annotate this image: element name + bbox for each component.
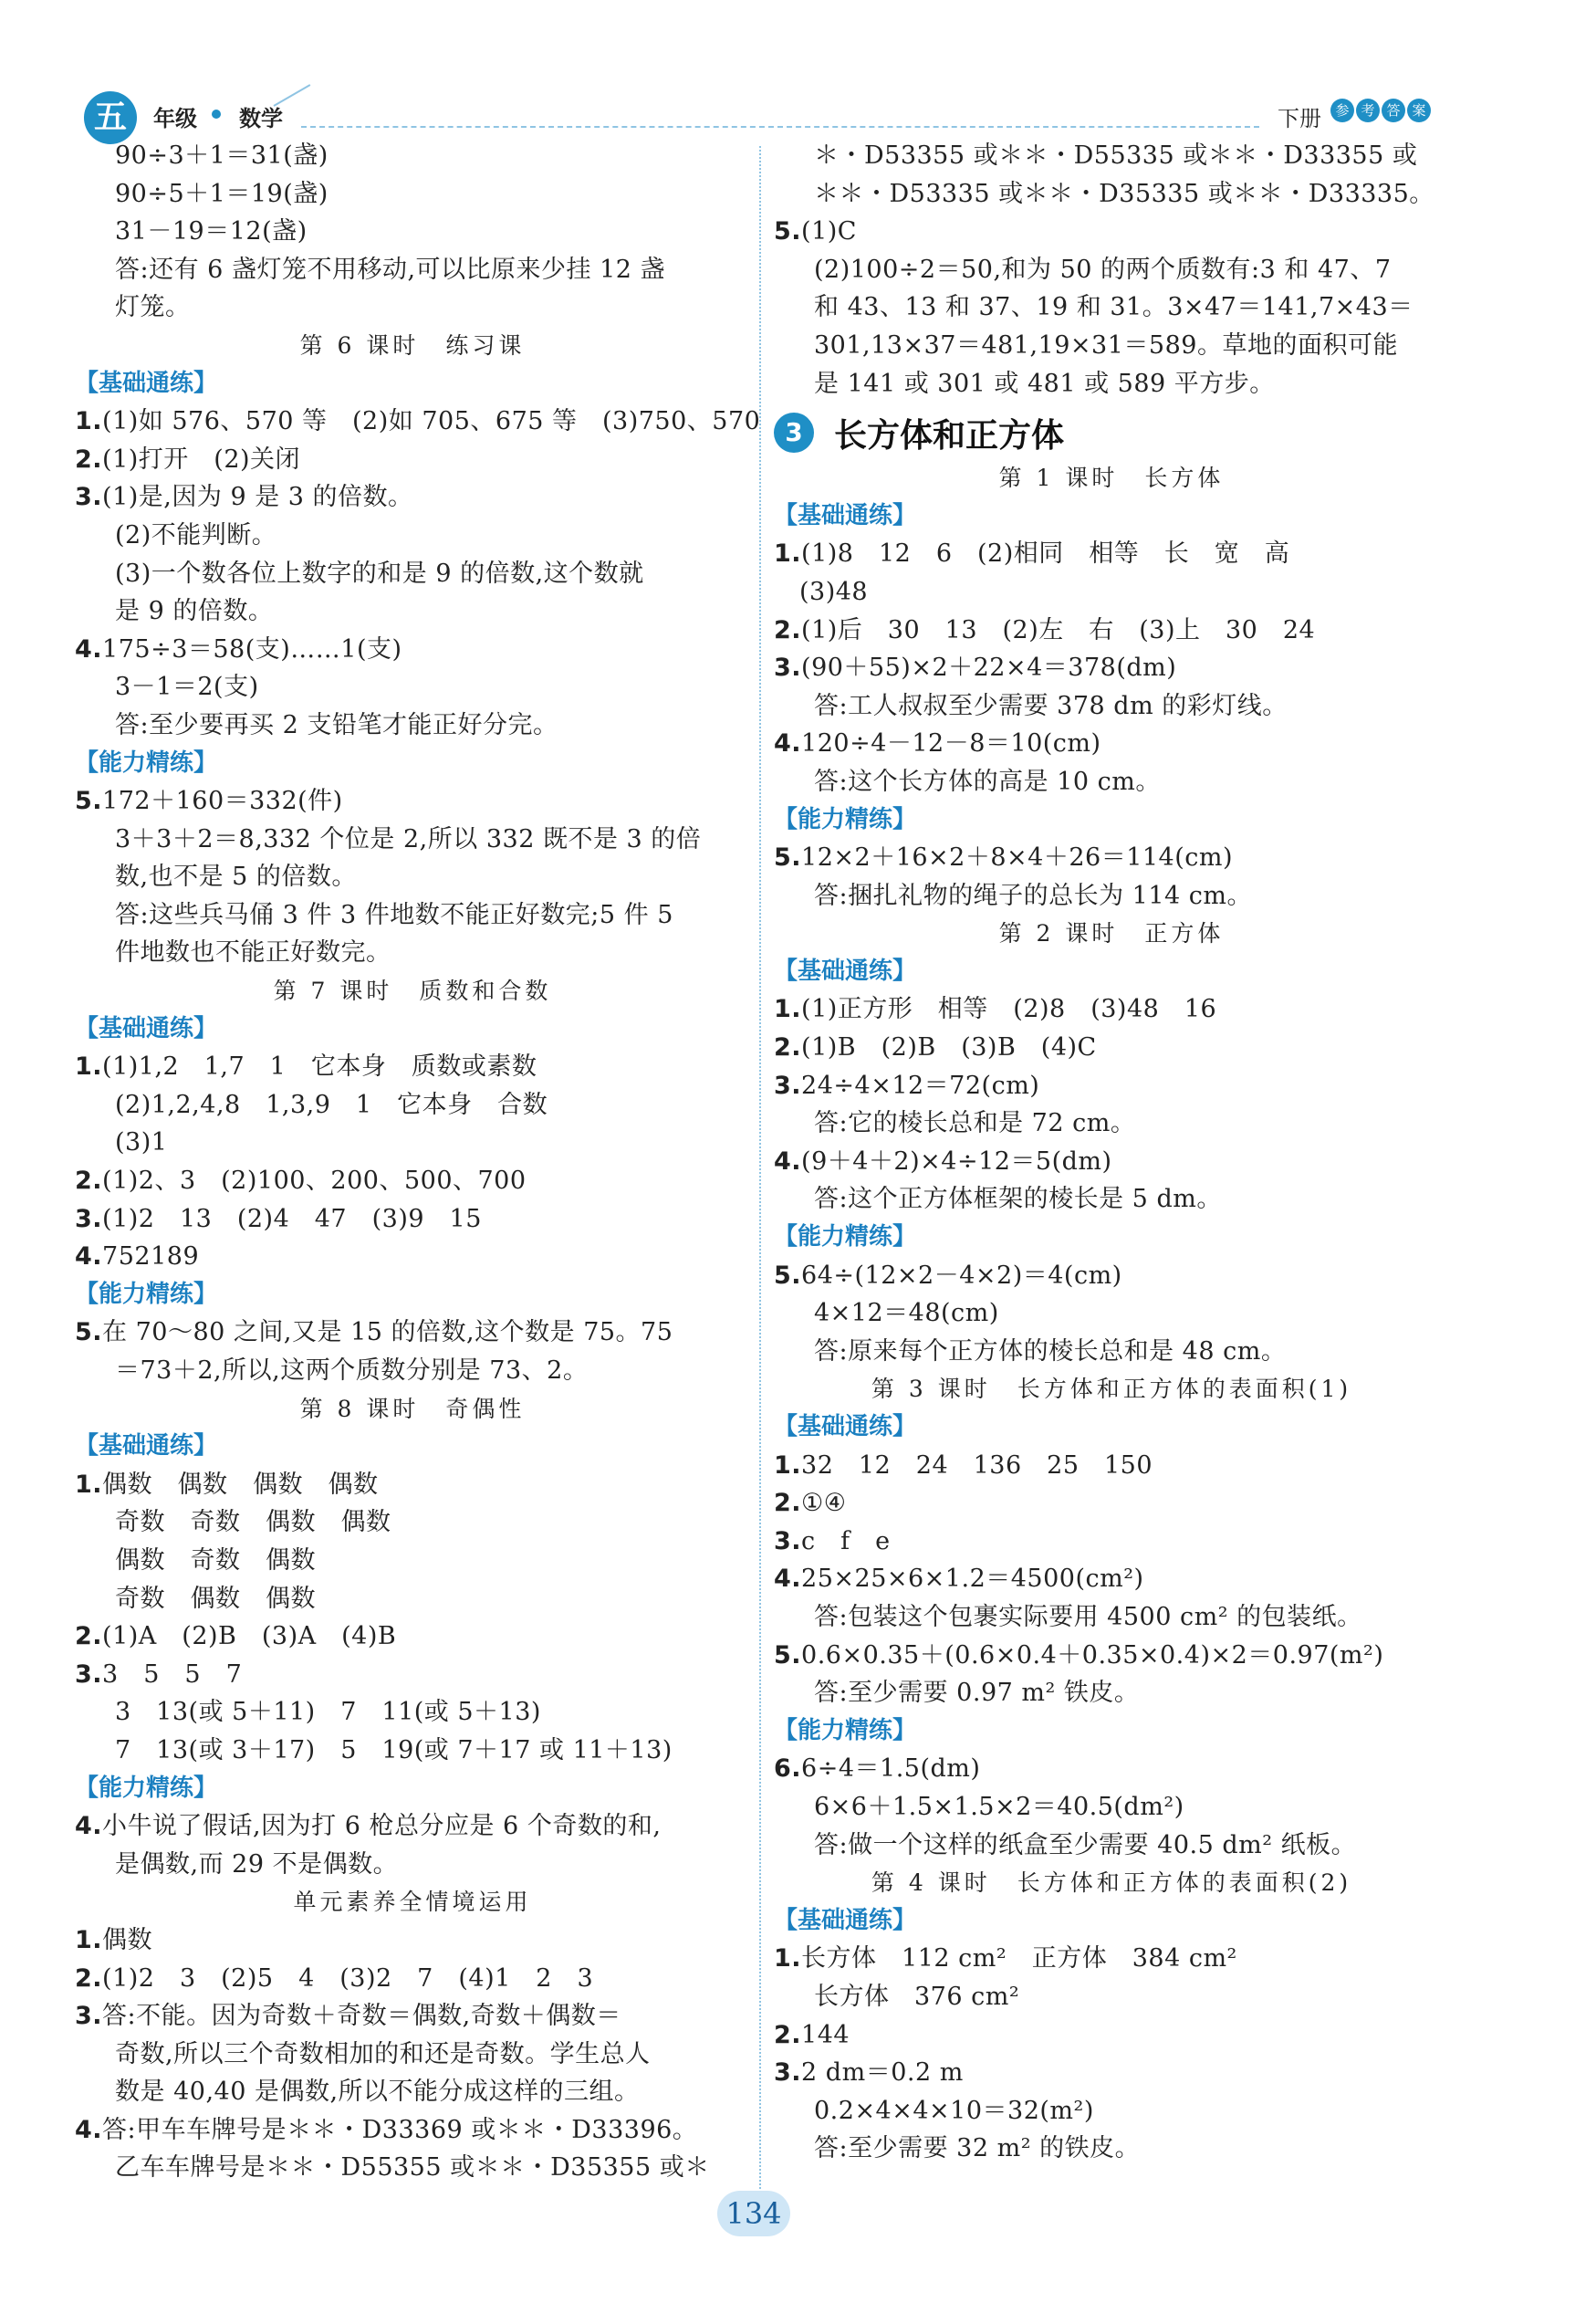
item-number: 1. — [774, 995, 802, 1024]
answer-item — [75, 2111, 750, 2150]
right-column — [774, 137, 1449, 2168]
item-text: 32 12 24 136 25 150 — [801, 1450, 1153, 1480]
item-number: 4. — [774, 729, 802, 759]
item-number: 3. — [774, 2058, 802, 2088]
answer-item — [75, 1807, 750, 1846]
answer-line: 答:这个长方体的高是 10 cm。 — [814, 767, 1161, 796]
unit-number: 3 — [774, 413, 814, 453]
answer-item — [774, 1940, 1449, 1978]
item-text: 64÷(12×2－4×2)＝4(cm) — [801, 1261, 1122, 1290]
item-text: 172＋160＝332(件) — [102, 787, 343, 816]
item-number: 4. — [774, 1565, 802, 1594]
answer-line: ＊・D53355 或＊＊・D55335 或＊＊・D33355 或 — [814, 141, 1418, 170]
item-number: 5. — [774, 1261, 802, 1290]
item-number: 4. — [75, 1242, 103, 1272]
item-number: 3. — [774, 654, 802, 683]
item-text: (1)1,2 1,7 1 它本身 质数或素数 — [102, 1052, 537, 1082]
item-text: (1)打开 (2)关闭 — [102, 445, 301, 474]
section-label: 【能力精练】 — [75, 748, 218, 777]
answer-item — [75, 631, 750, 669]
item-text: 120÷4－12－8＝10(cm) — [801, 729, 1101, 759]
item-number: 2. — [75, 1963, 103, 1993]
answer-line: (3)1 — [115, 1128, 168, 1157]
answer-item — [75, 1921, 750, 1960]
answer-line: 答:做一个这样的纸盒至少需要 40.5 dm² 纸板。 — [814, 1830, 1357, 1859]
answer-line: (3)一个数各位上数字的和是 9 的倍数,这个数就 — [115, 559, 644, 588]
item-number: 4. — [75, 1812, 103, 1841]
item-text: 小牛说了假话,因为打 6 枪总分应是 6 个奇数的和, — [102, 1812, 662, 1841]
section-label: 【基础通练】 — [75, 1014, 218, 1042]
answer-line: 0.2×4×4×10＝32(m²) — [814, 2096, 1094, 2125]
answer-item — [774, 990, 1449, 1029]
item-text: 25×25×6×1.2＝4500(cm²) — [801, 1565, 1144, 1594]
answer-line: 答:这些兵马俑 3 件 3 件地数不能正好数完;5 件 5 — [115, 900, 673, 929]
answer-line: 4×12＝48(cm) — [814, 1299, 999, 1328]
answer-item — [774, 725, 1449, 763]
answer-item — [75, 782, 750, 821]
answer-badge: 答 — [1382, 99, 1405, 122]
answer-line: (2)100÷2＝50,和为 50 的两个质数有:3 和 47、7 — [814, 255, 1392, 284]
answer-item — [75, 1997, 750, 2036]
item-number: 1. — [75, 1925, 103, 1954]
answer-line: 90÷5＋1＝19(盏) — [115, 179, 329, 208]
item-text: (1)后 30 13 (2)左 右 (3)上 30 24 — [801, 615, 1316, 644]
answer-item — [774, 1067, 1449, 1105]
separator-dot-icon — [212, 110, 221, 119]
answer-line: 和 43、13 和 37、19 和 31。3×47＝141,7×43＝ — [814, 293, 1413, 322]
item-number: 5. — [75, 1318, 103, 1347]
answer-badge: 考 — [1356, 99, 1380, 122]
answer-item — [75, 478, 750, 517]
unit-heading — [774, 406, 1449, 459]
answer-item — [774, 1029, 1449, 1067]
item-number: 2. — [774, 615, 802, 644]
answer-line: 90÷3＋1＝31(盏) — [115, 141, 329, 170]
answer-line: 301,13×37＝481,19×31＝589。草地的面积可能 — [814, 330, 1398, 360]
answer-item — [774, 213, 1449, 251]
item-text: 偶数 偶数 偶数 偶数 — [102, 1470, 379, 1499]
lesson-title: 第 3 课时 长方体和正方体的表面积(1) — [871, 1376, 1352, 1403]
item-number: 3. — [774, 1071, 802, 1100]
page-number: 134 — [717, 2191, 790, 2236]
item-number: 1. — [774, 1450, 802, 1480]
answer-line: 灯笼。 — [115, 293, 191, 322]
answer-item — [774, 2016, 1449, 2055]
answer-item — [774, 1523, 1449, 1561]
answer-line: 答:包装这个包裹实际要用 4500 cm² 的包装纸。 — [814, 1602, 1362, 1631]
item-number: 1. — [75, 407, 103, 436]
item-text: (1)B (2)B (3)B (4)C — [801, 1033, 1097, 1063]
lesson-title: 第 8 课时 奇偶性 — [299, 1395, 526, 1422]
item-text: (1)2 3 (2)5 4 (3)2 7 (4)1 2 3 — [102, 1963, 594, 1993]
answer-item — [774, 612, 1449, 650]
answer-item — [75, 1656, 750, 1694]
answer-line: ＝73＋2,所以,这两个质数分别是 73、2。 — [115, 1356, 589, 1385]
answer-line: 是 9 的倍数。 — [115, 597, 274, 626]
item-text: 长方体 112 cm² 正方体 384 cm² — [801, 1944, 1237, 1973]
unit-title: 长方体和正方体 — [834, 416, 1065, 455]
answer-badge: 参 — [1330, 99, 1354, 122]
answer-item — [75, 1960, 750, 1998]
answer-line: 7 13(或 3＋17) 5 19(或 7＋17 或 11＋13) — [115, 1735, 673, 1764]
section-label: 【能力精练】 — [774, 1716, 917, 1744]
section-label: 【能力精练】 — [75, 1774, 218, 1802]
answer-item — [774, 1560, 1449, 1598]
answer-line: 奇数,所以三个奇数相加的和还是奇数。学生总人 — [115, 2039, 651, 2068]
answer-line: 6×6＋1.5×1.5×2＝40.5(dm²) — [814, 1792, 1184, 1821]
item-text: (1)2、3 (2)100、200、500、700 — [102, 1167, 527, 1196]
item-number: 5. — [75, 787, 103, 816]
item-text: (1)正方形 相等 (2)8 (3)48 16 — [801, 995, 1217, 1024]
item-text: ①④ — [801, 1489, 847, 1518]
answer-line: (2)不能判断。 — [115, 520, 277, 550]
header-dashed-line — [301, 126, 1259, 128]
answer-item — [75, 1617, 750, 1656]
answer-item — [75, 1048, 750, 1086]
item-text: 12×2＋16×2＋8×4＋26＝114(cm) — [801, 843, 1234, 873]
item-text: 3 5 5 7 — [102, 1659, 243, 1689]
answer-item — [774, 1447, 1449, 1485]
answer-line: 数,也不是 5 的倍数。 — [115, 863, 357, 892]
answer-line: 3＋3＋2＝8,332 个位是 2,所以 332 既不是 3 的倍 — [115, 824, 702, 853]
item-number: 2. — [774, 1033, 802, 1063]
item-number: 4. — [774, 1146, 802, 1176]
answer-line: 奇数 偶数 偶数 — [115, 1584, 316, 1613]
item-number: 3. — [774, 1526, 802, 1555]
page-header — [0, 0, 1596, 146]
item-number: 3. — [75, 1659, 103, 1689]
lesson-title: 第 2 课时 正方体 — [998, 920, 1225, 947]
item-number: 1. — [774, 1944, 802, 1973]
item-text: (9＋4＋2)×4÷12＝5(dm) — [801, 1146, 1112, 1176]
item-text: (1)是,因为 9 是 3 的倍数。 — [102, 483, 413, 512]
answer-item — [774, 2054, 1449, 2092]
answer-line: 答:这个正方体框架的棱长是 5 dm。 — [814, 1185, 1222, 1214]
item-text: 0.6×0.35＋(0.6×0.4＋0.35×0.4)×2＝0.97(m²) — [801, 1640, 1384, 1670]
item-text: (1)C — [801, 217, 857, 246]
item-number: 3. — [75, 483, 103, 512]
answer-item — [774, 649, 1449, 687]
item-text: 24÷4×12＝72(cm) — [801, 1071, 1040, 1100]
answer-item — [75, 403, 761, 441]
answer-item — [774, 839, 1449, 877]
item-text: (1)如 576、570 等 (2)如 705、675 等 (3)750、570 — [102, 407, 761, 436]
answer-badge: 案 — [1407, 99, 1431, 122]
subject-label: 数学 — [239, 106, 283, 131]
answer-line: 3－1＝2(支) — [115, 673, 259, 702]
answer-line: (2)1,2,4,8 1,3,9 1 它本身 合数 — [115, 1090, 548, 1119]
item-text: 175÷3＝58(支)……1(支) — [102, 634, 402, 664]
answer-line: 答:还有 6 盏灯笼不用移动,可以比原来少挂 12 盏 — [115, 255, 666, 284]
answer-line: 答:工人叔叔至少需要 378 dm 的彩灯线。 — [814, 691, 1288, 720]
answer-line: ＊＊・D53335 或＊＊・D35335 或＊＊・D33335。 — [814, 179, 1434, 208]
item-text: 2 dm＝0.2 m — [801, 2058, 964, 2088]
section-label: 【能力精练】 — [75, 1280, 218, 1308]
answer-item — [75, 1466, 750, 1504]
item-number: 2. — [774, 2020, 802, 2049]
item-number: 1. — [75, 1052, 103, 1082]
item-text: (1)8 12 6 (2)相同 相等 长 宽 高 — [801, 539, 1290, 569]
grade-badge: 五 — [84, 91, 137, 144]
answer-item — [774, 1750, 1449, 1788]
answer-line: 长方体 376 cm² — [814, 1982, 1020, 2011]
section-label: 【能力精练】 — [774, 805, 917, 833]
answer-line: 数是 40,40 是偶数,所以不能分成这样的三组。 — [115, 2078, 640, 2107]
lesson-title: 第 7 课时 质数和合数 — [273, 978, 552, 1005]
answer-item — [774, 1143, 1449, 1181]
item-number: 2. — [75, 1167, 103, 1196]
item-text: c f e — [801, 1526, 891, 1555]
item-text: (1)2 13 (2)4 47 (3)9 15 — [102, 1204, 482, 1233]
section-label: 【能力精练】 — [774, 1223, 917, 1251]
item-text: 答:不能。因为奇数＋奇数＝偶数,奇数＋偶数＝ — [102, 2002, 621, 2031]
section-label: 【基础通练】 — [774, 957, 917, 985]
answer-badges — [1330, 99, 1431, 122]
answer-item — [774, 1637, 1449, 1675]
item-number: 4. — [75, 2115, 103, 2144]
section-label: 【基础通练】 — [75, 1432, 218, 1460]
item-number: 4. — [75, 634, 103, 664]
lesson-title: 第 6 课时 练习课 — [299, 331, 526, 359]
item-text: 在 70～80 之间,又是 15 的倍数,这个数是 75。75 — [102, 1318, 673, 1347]
answer-item — [75, 1314, 750, 1352]
answer-line: 乙车车牌号是＊＊・D55355 或＊＊・D35355 或＊ — [115, 2153, 710, 2183]
item-number: 1. — [774, 539, 802, 569]
item-number: 5. — [774, 217, 802, 246]
section-label: 【基础通练】 — [774, 501, 917, 529]
item-text: 偶数 — [102, 1925, 153, 1954]
lesson-title: 第 4 课时 长方体和正方体的表面积(2) — [871, 1869, 1352, 1897]
item-number: 6. — [774, 1754, 802, 1784]
item-number: 2. — [75, 1622, 103, 1651]
answer-line: 奇数 奇数 偶数 偶数 — [115, 1508, 391, 1537]
answer-line: 答:至少需要 32 m² 的铁皮。 — [814, 2134, 1141, 2163]
answer-line: 偶数 奇数 偶数 — [115, 1545, 316, 1575]
answer-item — [774, 1257, 1449, 1295]
answer-item — [75, 441, 750, 479]
answer-line: 件地数也不能正好数完。 — [115, 938, 391, 968]
answer-line: 3 13(或 5＋11) 7 11(或 5＋13) — [115, 1698, 541, 1727]
answer-line: 是 141 或 301 或 481 或 589 平方步。 — [814, 369, 1275, 398]
item-number: 5. — [774, 843, 802, 873]
lesson-title: 第 1 课时 长方体 — [998, 465, 1225, 492]
header-slant-line — [274, 84, 311, 107]
answer-line: (3)48 — [799, 577, 869, 606]
column-divider — [759, 146, 761, 2200]
section-label: 【基础通练】 — [774, 1906, 917, 1934]
item-number: 2. — [774, 1489, 802, 1518]
answer-item — [75, 1162, 750, 1200]
lesson-title: 单元素养全情境运用 — [293, 1889, 532, 1916]
item-number: 2. — [75, 445, 103, 474]
answer-line: 答:至少需要 0.97 m² 铁皮。 — [814, 1679, 1140, 1708]
answer-item — [774, 535, 1449, 573]
item-text: 6÷4＝1.5(dm) — [801, 1754, 981, 1784]
item-number: 3. — [75, 1204, 103, 1233]
item-text: (90＋55)×2＋22×4＝378(dm) — [801, 654, 1177, 683]
grade-label: 年级 — [153, 106, 197, 131]
answer-line: 答:至少要再买 2 支铅笔才能正好分完。 — [115, 710, 558, 739]
item-number: 5. — [774, 1640, 802, 1670]
section-label: 【基础通练】 — [75, 369, 218, 397]
item-text: (1)A (2)B (3)A (4)B — [102, 1622, 397, 1651]
item-number: 3. — [75, 2002, 103, 2031]
answer-item — [75, 1238, 750, 1276]
answer-item — [774, 1484, 1449, 1523]
volume-label: 下册 — [1278, 106, 1321, 131]
item-text: 752189 — [102, 1242, 200, 1272]
answer-line: 31－19＝12(盏) — [115, 217, 308, 246]
answer-line: 答:原来每个正方体的棱长总和是 48 cm。 — [814, 1336, 1287, 1366]
answer-line: 答:捆扎礼物的绳子的总长为 114 cm。 — [814, 881, 1253, 910]
left-column — [75, 137, 761, 2187]
answer-line: 是偶数,而 29 不是偶数。 — [115, 1849, 399, 1879]
section-label: 【基础通练】 — [774, 1413, 917, 1440]
answer-item — [75, 1200, 750, 1239]
item-text: 答:甲车车牌号是＊＊・D33369 或＊＊・D33396。 — [102, 2115, 698, 2144]
answer-line: 答:它的棱长总和是 72 cm。 — [814, 1109, 1136, 1138]
item-number: 1. — [75, 1470, 103, 1499]
item-text: 144 — [801, 2020, 850, 2049]
